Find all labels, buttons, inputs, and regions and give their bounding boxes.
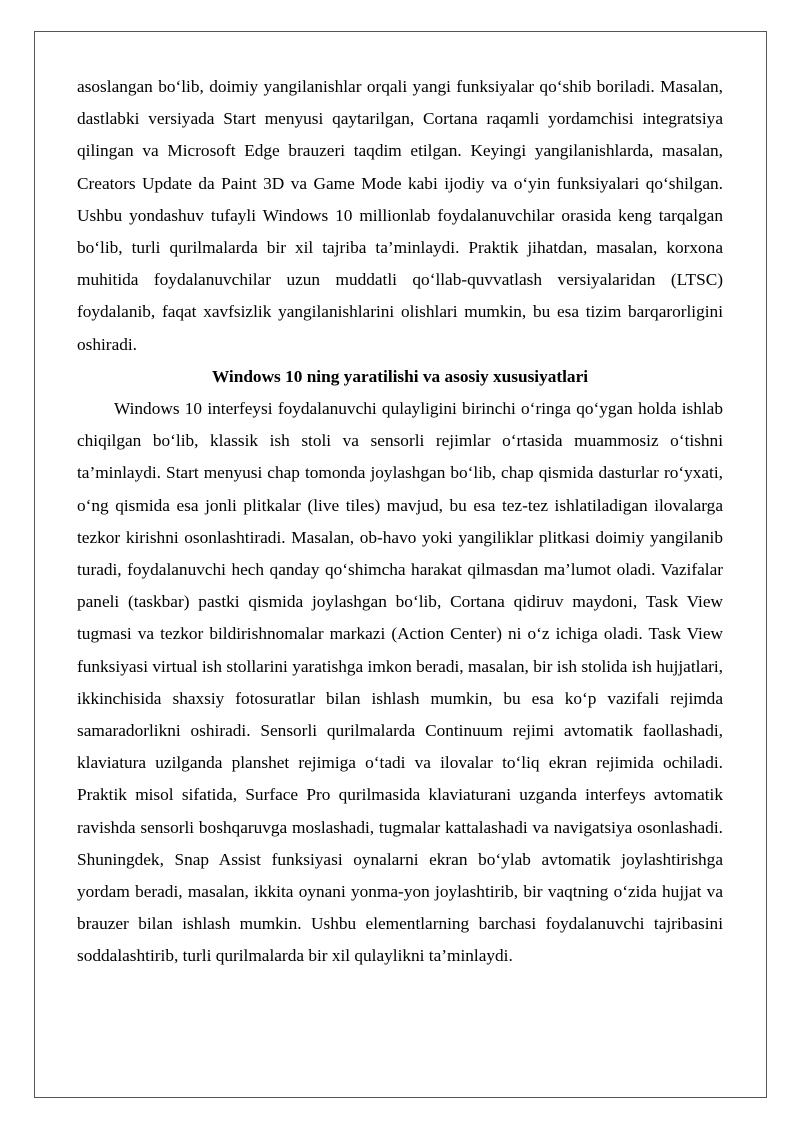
paragraph-intro: asoslangan bo‘lib, doimiy yangilanishlar orqali yangi funksiyalar qo‘shib boriladi. Masalan, dastlabki versiyada Start menyusi qaytarilgan, Cortana raqamli yordamchisi integratsiya qilingan va Microsoft Edge brauzeri taqdim etilgan. Keyingi yangilanishlarda, masalan, Creators Update da Paint 3D va Game Mode kabi ijodiy va o‘yin funksiyalari qo‘shilgan. Ushbu yondashuv tufayli Windows 10 millionlab foydalanuvchilar orasida keng tarqalgan bo‘lib, turli qurilmalarda bir xil tajriba ta’minlaydi. Praktik jihatdan, masalan, korxona muhitida foydalanuvchilar uzun muddatli qo‘llab-quvvatlash versiyalaridan (LTSC) foydalanib, faqat xavfsizlik yangilanishlarini olishlari mumkin, bu esa tizim barqarorligini oshiradi.: [77, 77, 723, 354]
paragraph-interface: Windows 10 interfeysi foydalanuvchi qulayligini birinchi o‘ringa qo‘ygan holda ishlab chiqilgan bo‘lib, klassik ish stoli va sensorli rejimlar o‘rtasida muammosiz o‘tishni ta’minlaydi. Start menyusi chap tomonda joylashgan bo‘lib, chap qismida dasturlar ro‘yxati, o‘ng qismida esa jonli plitkalar (live tiles) mavjud, bu esa tez-tez ishlatiladigan ilovalarga tezkor kirishni osonlashtiradi. Masalan, ob-havo yoki yangiliklar plitkasi doimiy yangilanib turadi, foydalanuvchi hech qanday qo‘shimcha harakat qilmasdan ma’lumot oladi. Vazifalar paneli (taskbar) pastki qismida joylashgan bo‘lib, Cortana qidiruv maydoni, Task View tugmasi va tezkor bildirishnomalar markazi (Action Center) ni o‘z ichiga oladi. Task View funksiyasi virtual ish stollarini yaratishga imkon beradi, masalan, bir ish stolida ish hujjatlari, ikkinchisida shaxsiy fotosuratlar bilan ishlash mumkin, bu esa ko‘p vazifali rejimda samaradorlikni oshiradi. Sensorli qurilmalarda Continuum rejimi avtomatik faollashadi, klaviatura uzilganda planshet rejimiga o‘tadi va ilovalar to‘liq ekran rejimida ochiladi. Praktik misol sifatida, Surface Pro qurilmasida klaviaturani uzganda interfeys avtomatik ravishda sensorli boshqaruvga moslashadi, tugmalar kattalashadi va navigatsiya osonlashadi. Shuningdek, Snap Assist funksiyasi oynalarni ekran bo‘ylab avtomatik joylashtirishga yordam beradi, masalan, ikkita oynani yonma-yon joylashtirib, bir vaqtning o‘zida hujjat va brauzer bilan ishlash mumkin. Ushbu elementlarning barchasi foydalanuvchi tajribasini soddalashtirib, turli qurilmalarda bir xil qulaylikni ta’minlaydi.: [77, 399, 723, 966]
section-heading: Windows 10 ning yaratilishi va asosiy xususiyatlari: [211, 366, 589, 386]
document-body: [77, 71, 723, 973]
